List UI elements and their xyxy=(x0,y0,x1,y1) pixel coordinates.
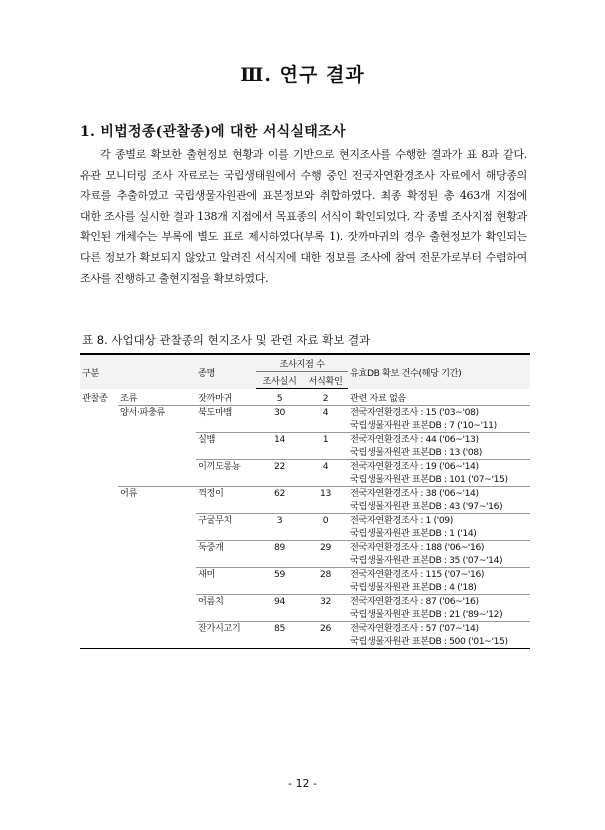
cell-habitat-confirmed: 29 xyxy=(303,541,348,555)
cell-species: 실뱀 xyxy=(196,433,256,447)
body-paragraph: 각 종별로 확보한 출현정보 현황과 이를 기반으로 현지조사를 수행한 결과가 표 8과 같다. 유관 모니터링 조사 자료로는 국립생태원에서 수행 중인 전국자연환경조사 자료에서 해당종의 자료를 추출하였고 국립생물자원관에 표본정보와 취합하였다. 최종 확정된 총 463개 지점에 대한 조사를 실시한 결과 138개 지점에서 목표종의 서식이 확인되었다. 각 종별 조사지점 현황과 확인된 개체수는 부록에 별도 표로 제시하였다(부록 1). 잣까마귀의 경우 출현정보가 확인되는 다른 정보가 확보되지 않았고 알려진 서식지에 대한 정보를 조사에 참여 전문가로부터 수렴하여 조사를 진행하고 출현지점을 확보하였다. xyxy=(80,148,527,285)
cell-species xyxy=(196,554,256,568)
cell-survey-done: 62 xyxy=(256,487,303,501)
cell-db-count: 국립생물자원관 표본DB : 13 ('08) xyxy=(350,447,482,458)
table-row xyxy=(80,446,530,460)
cell-survey-done xyxy=(256,554,303,568)
cell-habitat-confirmed: 13 xyxy=(303,487,348,501)
cell-habitat-confirmed xyxy=(303,473,348,487)
cell-habitat-confirmed xyxy=(303,608,348,622)
cell-survey-done: 85 xyxy=(256,622,303,636)
table-row xyxy=(80,473,530,487)
table-row xyxy=(80,622,530,636)
cell-group xyxy=(80,581,118,595)
cell-survey-done: 5 xyxy=(276,393,283,404)
cell-db-count: 관련 자료 없음 xyxy=(350,392,406,404)
table-row xyxy=(80,514,530,528)
cell-class xyxy=(118,554,196,568)
cell-habitat-confirmed: 4 xyxy=(303,406,348,420)
cell-db-count: 전국자연환경조사 : 87 ('06~'16) xyxy=(348,595,530,609)
cell-class xyxy=(118,581,196,595)
header-species: 종명 xyxy=(196,354,256,389)
table-row xyxy=(80,433,530,447)
cell-habitat-confirmed xyxy=(303,527,348,541)
cell-habitat-confirmed: 26 xyxy=(303,622,348,636)
cell-group xyxy=(80,635,118,649)
cell-db-count: 국립생물자원관 표본DB : 1 ('14) xyxy=(350,528,477,539)
cell-group xyxy=(80,500,118,514)
cell-group xyxy=(80,460,118,474)
header-blank xyxy=(118,354,196,389)
cell-db-count: 전국자연환경조사 : 15 ('03~'08) xyxy=(348,406,530,420)
table-row xyxy=(80,608,530,622)
page-number: - 12 - xyxy=(288,777,317,790)
table-row xyxy=(80,541,530,555)
cell-group xyxy=(80,406,118,420)
table-row xyxy=(80,595,530,609)
cell-habitat-confirmed xyxy=(303,446,348,460)
cell-group xyxy=(80,568,118,582)
cell-species xyxy=(196,473,256,487)
cell-db-count: 국립생물자원관 표본DB : 43 ('97~'16) xyxy=(350,501,503,512)
cell-survey-done xyxy=(256,500,303,514)
cell-class: 양서·파충류 xyxy=(118,406,196,420)
cell-survey-done: 14 xyxy=(256,433,303,447)
cell-species xyxy=(196,527,256,541)
cell-habitat-confirmed: 4 xyxy=(303,460,348,474)
table-row xyxy=(80,419,530,433)
cell-species: 꺽정이 xyxy=(196,487,256,501)
cell-group xyxy=(80,622,118,636)
header-category: 구분 xyxy=(80,354,118,389)
cell-species: 잣까마귀 xyxy=(198,392,232,404)
cell-group xyxy=(80,527,118,541)
header-survey-done: 조사실시 xyxy=(256,372,303,389)
cell-db-count: 국립생물자원관 표본DB : 4 ('18) xyxy=(350,582,477,593)
cell-survey-done: 94 xyxy=(256,595,303,609)
cell-db-count: 국립생물자원관 표본DB : 7 ('10~'11) xyxy=(350,420,497,431)
cell-survey-done: 3 xyxy=(256,514,303,528)
cell-group: 관찰종 xyxy=(82,392,108,404)
table-row xyxy=(80,487,530,501)
cell-habitat-confirmed xyxy=(303,554,348,568)
cell-habitat-confirmed xyxy=(303,635,348,649)
section-title: 1. 비법정종(관찰종)에 대한 서식실태조사 xyxy=(80,124,346,140)
cell-species xyxy=(196,419,256,433)
cell-species: 어름치 xyxy=(196,595,256,609)
cell-group xyxy=(80,433,118,447)
cell-db-count: 전국자연환경조사 : 19 ('06~'14) xyxy=(348,460,530,474)
cell-habitat-confirmed: 2 xyxy=(322,393,329,404)
survey-results-table xyxy=(80,353,530,649)
cell-survey-done: 30 xyxy=(256,406,303,420)
cell-class xyxy=(118,419,196,433)
cell-species xyxy=(196,446,256,460)
cell-group xyxy=(80,608,118,622)
cell-species: 잔가시고기 xyxy=(196,622,256,636)
cell-class: 어류 xyxy=(118,487,196,501)
cell-species xyxy=(196,500,256,514)
cell-group xyxy=(80,514,118,528)
cell-group xyxy=(80,554,118,568)
cell-class xyxy=(118,608,196,622)
cell-class xyxy=(118,635,196,649)
table-row xyxy=(80,581,530,595)
cell-group xyxy=(80,446,118,460)
table-row xyxy=(80,527,530,541)
cell-species: 둑중개 xyxy=(196,541,256,555)
cell-survey-done xyxy=(256,635,303,649)
cell-habitat-confirmed: 1 xyxy=(303,433,348,447)
cell-group xyxy=(80,541,118,555)
cell-class xyxy=(118,514,196,528)
cell-species: 새미 xyxy=(196,568,256,582)
cell-class xyxy=(118,541,196,555)
cell-db-count: 전국자연환경조사 : 188 ('06~'16) xyxy=(348,541,530,555)
table-row xyxy=(80,389,530,406)
table-row xyxy=(80,554,530,568)
table-body xyxy=(80,389,530,649)
cell-species: 북도마뱀 xyxy=(196,406,256,420)
cell-db-count: 국립생물자원관 표본DB : 101 ('07~'15) xyxy=(350,474,508,485)
cell-class: 조류 xyxy=(120,392,137,404)
table-row xyxy=(80,500,530,514)
cell-survey-done: 22 xyxy=(256,460,303,474)
cell-habitat-confirmed: 32 xyxy=(303,595,348,609)
cell-db-count: 전국자연환경조사 : 115 ('07~'16) xyxy=(348,568,530,582)
header-db-count: 유효DB 확보 건수(해당 기간) xyxy=(348,354,530,389)
cell-survey-done xyxy=(256,527,303,541)
cell-species: 이끼도롱뇽 xyxy=(196,460,256,474)
cell-class xyxy=(118,595,196,609)
cell-species xyxy=(196,635,256,649)
cell-class xyxy=(118,568,196,582)
chapter-title: Ⅲ. 연구 결과 xyxy=(240,64,365,86)
cell-class xyxy=(118,500,196,514)
cell-group xyxy=(80,473,118,487)
table-row xyxy=(80,406,530,420)
cell-habitat-confirmed xyxy=(303,581,348,595)
cell-db-count: 국립생물자원관 표본DB : 500 ('01~'15) xyxy=(348,635,530,649)
cell-survey-done xyxy=(256,473,303,487)
header-survey-points: 조사지점 수 xyxy=(256,354,348,372)
cell-class xyxy=(118,473,196,487)
table-row xyxy=(80,635,530,649)
cell-survey-done xyxy=(256,419,303,433)
cell-db-count: 국립생물자원관 표본DB : 35 ('07~'14) xyxy=(350,555,503,566)
cell-class xyxy=(118,433,196,447)
cell-group xyxy=(80,487,118,501)
header-habitat-confirmed: 서식확인 xyxy=(303,372,348,389)
cell-class xyxy=(118,527,196,541)
cell-species xyxy=(196,608,256,622)
table-caption: 표 8. 사업대상 관찰종의 현지조사 및 관련 자료 확보 결과 xyxy=(82,333,371,347)
cell-db-count: 국립생물자원관 표본DB : 21 ('89~'12) xyxy=(350,609,503,620)
cell-survey-done xyxy=(256,608,303,622)
cell-survey-done: 89 xyxy=(256,541,303,555)
table-row xyxy=(80,460,530,474)
cell-group xyxy=(80,595,118,609)
table-row xyxy=(80,568,530,582)
cell-class xyxy=(118,460,196,474)
cell-habitat-confirmed: 28 xyxy=(303,568,348,582)
cell-class xyxy=(118,622,196,636)
cell-survey-done xyxy=(256,446,303,460)
cell-db-count: 전국자연환경조사 : 1 ('09) xyxy=(348,514,530,528)
cell-class xyxy=(118,446,196,460)
cell-survey-done: 59 xyxy=(256,568,303,582)
cell-species: 구굴무치 xyxy=(196,514,256,528)
cell-group xyxy=(80,419,118,433)
cell-db-count: 전국자연환경조사 : 38 ('06~'14) xyxy=(348,487,530,501)
cell-species xyxy=(196,581,256,595)
cell-habitat-confirmed: 0 xyxy=(303,514,348,528)
cell-survey-done xyxy=(256,581,303,595)
cell-db-count: 전국자연환경조사 : 44 ('06~'13) xyxy=(348,433,530,447)
cell-habitat-confirmed xyxy=(303,419,348,433)
cell-db-count: 전국자연환경조사 : 57 ('07~'14) xyxy=(348,622,530,636)
cell-habitat-confirmed xyxy=(303,500,348,514)
